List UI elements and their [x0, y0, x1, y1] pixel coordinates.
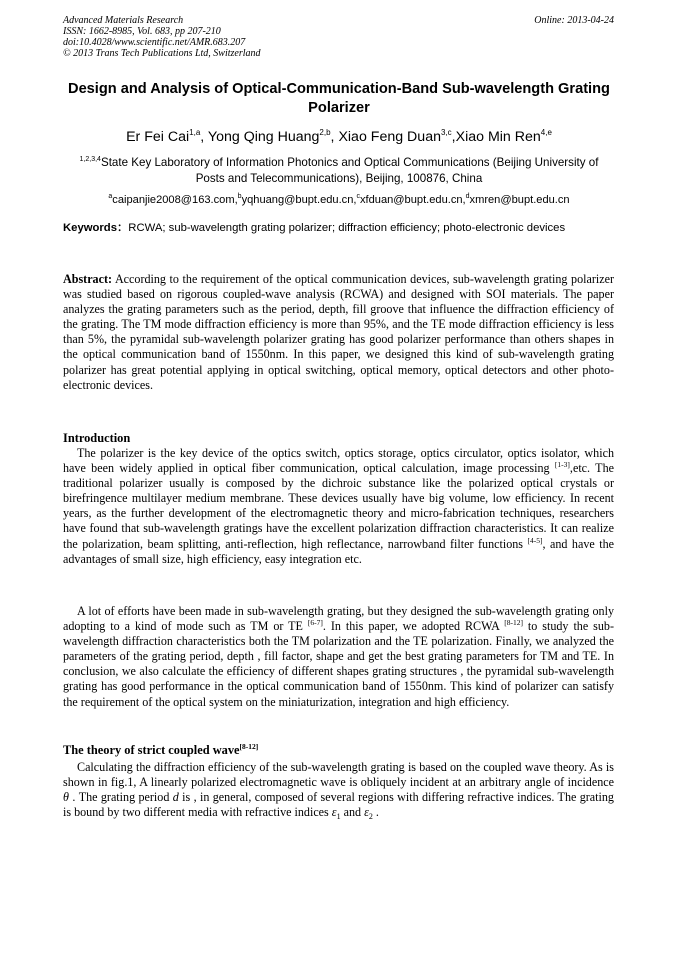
- author-affiliation-mark: 3,c: [440, 128, 452, 137]
- citation[interactable]: [4-5]: [527, 535, 543, 545]
- online-date: Online: 2013-04-24: [534, 15, 614, 26]
- theory-text: .: [372, 805, 379, 820]
- journal-issn: ISSN: 1662-8985, Vol. 683, pp 207-210: [63, 26, 221, 37]
- theory-heading-text: The theory of strict coupled wave: [63, 743, 240, 757]
- introduction-paragraph-2: [63, 604, 614, 710]
- intro-text: , and have the advantages of small size, high efficiency, easy integration etc.: [63, 536, 614, 566]
- affiliation: [70, 155, 608, 187]
- author-affiliation-mark: 1,a: [189, 128, 201, 137]
- author-separator: ,: [200, 129, 208, 145]
- author-separator: ,: [451, 129, 456, 145]
- affiliation-mark: 1,2,3,4: [79, 156, 101, 163]
- citation[interactable]: [6-7]: [307, 618, 323, 628]
- email-address[interactable]: xmren@bupt.edu.cn: [469, 194, 570, 206]
- email-mark: a: [108, 193, 113, 200]
- citation[interactable]: [1-3]: [554, 460, 570, 470]
- epsilon-subscript: 1: [336, 812, 341, 822]
- author-affiliation-mark: 2,b: [319, 128, 331, 137]
- keywords-label: Keywords：: [63, 222, 129, 234]
- author-affiliation-mark: 4,e: [540, 128, 552, 137]
- intro-text: ,etc. The traditional polarizer usually is composed by the dichroic substance like the polarized optical crystals or birefringence multilayer medium membrane. These devices usually have big volume, low efficiency. In recent years, as the further development of the electromagnetic theory and micro-fabrication techniques, researchers have found that sub-wavelength gratings have the excellent polarization diffraction characteristics. It can realize the polarization, beam splitting, anti-reflection, high reflectance, narrowband filter functions: [63, 461, 614, 551]
- epsilon-symbol: ε: [364, 805, 369, 820]
- period-symbol: d: [172, 790, 179, 805]
- epsilon-symbol: ε: [331, 805, 337, 820]
- author-name: Er Fei Cai: [126, 129, 190, 145]
- email-mark: b: [237, 193, 242, 200]
- affiliation-text: State Key Laboratory of Information Photonics and Optical Communications (Beijing University of Posts and Telecommunications), Beijing, 100876, China: [100, 156, 599, 185]
- intro-text: . In this paper, we adopted RCWA: [322, 619, 505, 634]
- citation[interactable]: [8-12]: [239, 742, 259, 751]
- introduction-heading: Introduction: [63, 431, 131, 445]
- author-separator: ,: [330, 129, 339, 145]
- journal-name: Advanced Materials Research: [63, 15, 184, 26]
- intro-text: to study the sub-wavelength diffraction characteristics both the TM polarization and the TE polarization. Finally, we analyzed the parameters of the grating period, depth , fill factor, shape and get the best grating parameters for TM and TE. In conclusion, we also calculate the efficiency of different shapes grating structures , the pyramidal sub-wavelength grating has good performance in the optical communication band of 1550nm. This kind of polarizer can satisfy the requirement of the optical system on the miniaturization, integration and high efficiency.: [63, 619, 614, 709]
- citation[interactable]: [8-12]: [504, 618, 523, 628]
- journal-doi: doi:10.4028/www.scientific.net/AMR.683.207: [63, 37, 246, 48]
- journal-copyright: © 2013 Trans Tech Publications Ltd, Switzerland: [63, 48, 261, 59]
- journal-header: [63, 15, 261, 59]
- theory-paragraph-1: [63, 760, 614, 820]
- email-address[interactable]: yqhuang@bupt.edu.cn,: [241, 194, 357, 206]
- email-mark: c: [356, 193, 360, 200]
- intro-text: A lot of efforts have been made in sub-wavelength grating, but they designed the sub-wavelength grating only adopting to a kind of mode such as TM or TE: [63, 604, 614, 634]
- email-address[interactable]: xfduan@bupt.edu.cn,: [359, 194, 466, 206]
- author-name: Yong Qing Huang: [207, 129, 320, 145]
- theory-text: and: [340, 805, 365, 820]
- author-name: Xiao Feng Duan: [338, 129, 441, 145]
- intro-text: The polarizer is the key device of the optics switch, optics storage, optics circulator, optics isolator, which have been widely applied in optical fiber communication, optical calculation, image processing: [63, 446, 614, 476]
- email-mark: d: [465, 193, 470, 200]
- email-address[interactable]: caipanjie2008@163.com,: [112, 194, 238, 206]
- theory-text: . The grating period: [68, 790, 173, 805]
- theta-symbol: θ: [63, 790, 69, 805]
- paper-title: Design and Analysis of Optical-Communication-Band Sub-wavelength Grating Polarizer: [68, 81, 610, 116]
- theory-heading: [63, 743, 258, 758]
- theory-text: is , in general, composed of several regions with differing refractive indices. The grating is bound by two different media with refractive indices: [63, 790, 614, 820]
- keywords: [63, 220, 615, 237]
- epsilon-subscript: 2: [368, 812, 373, 822]
- author-list: [40, 128, 638, 146]
- author-name: Xiao Min Ren: [455, 129, 541, 145]
- abstract: [63, 272, 614, 393]
- email-list: [30, 192, 648, 208]
- introduction-paragraph-1: [63, 446, 614, 567]
- keywords-text: RCWA; sub-wavelength grating polarizer; diffraction efficiency; photo-electronic devices: [128, 222, 566, 234]
- abstract-text: According to the requirement of the optical communication devices, sub-wavelength grating polarizer was studied based on rigorous coupled-wave analysis (RCWA) and designed with SOI materials. The paper analyzes the grating parameters such as the period, depth, fill groove that influence the diffraction efficiency of the grating. The TM mode diffraction efficiency is more than 95%, and the TE mode diffraction efficiency is less than 5%, the pyramidal sub-wavelength polarizer grating has good polarizer performance than others shapes in the optical communication band of 1550nm. In this paper, we designed this kind of sub-wavelength grating polarizer has great potential applying in optical switching, optical memory, optical detectors and other photo-electronic devices.: [63, 272, 614, 392]
- theory-text: Calculating the diffraction efficiency of the sub-wavelength grating is based on the coupled wave theory. As is shown in fig.1, A linearly polarized electromagnetic wave is obliquely incident at an arbitrary angle of incidence: [63, 760, 614, 790]
- abstract-label: Abstract:: [63, 272, 113, 286]
